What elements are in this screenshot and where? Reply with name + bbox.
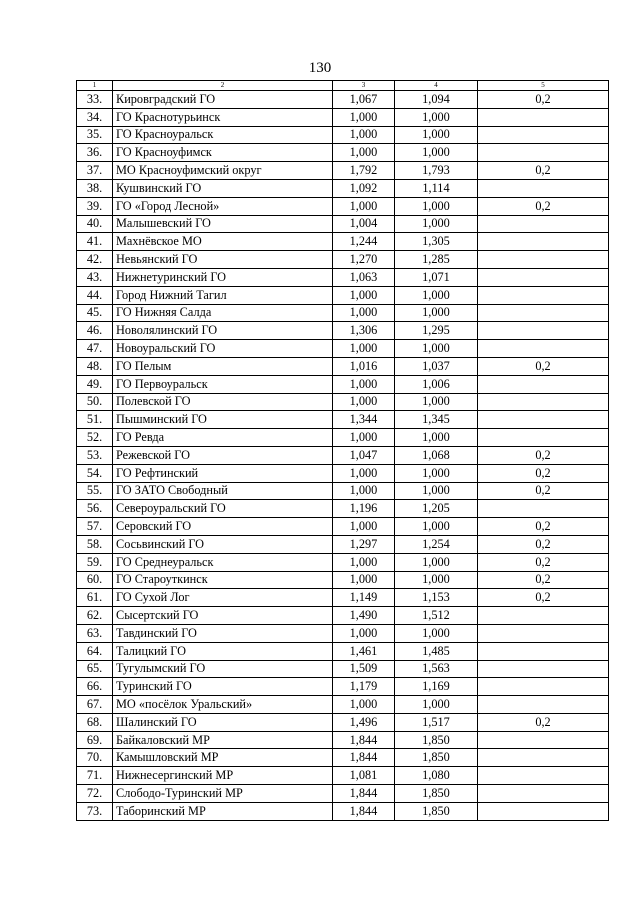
row-number: 65. [77,660,113,678]
row-number: 47. [77,340,113,358]
table-row [77,660,609,678]
coefficient-col3: 1,344 [333,411,395,429]
data-table [76,80,609,821]
row-number: 52. [77,429,113,447]
coefficient-col4: 1,000 [395,464,478,482]
value-col5 [478,393,609,411]
coefficient-col3: 1,000 [333,144,395,162]
coefficient-col4: 1,000 [395,126,478,144]
municipality-name: Тугулымский ГО [113,660,333,678]
table-row [77,785,609,803]
row-number: 55. [77,482,113,500]
table-row [77,624,609,642]
coefficient-col3: 1,461 [333,642,395,660]
coefficient-col3: 1,196 [333,500,395,518]
coefficient-col4: 1,000 [395,215,478,233]
municipality-name: Шалинский ГО [113,713,333,731]
table-row [77,571,609,589]
coefficient-col3: 1,306 [333,322,395,340]
row-number: 70. [77,749,113,767]
row-number: 71. [77,767,113,785]
municipality-name: Североуральский ГО [113,500,333,518]
value-col5 [478,607,609,625]
column-header-3: 3 [333,81,395,91]
coefficient-col3: 1,000 [333,304,395,322]
table-row [77,322,609,340]
coefficient-col3: 1,000 [333,197,395,215]
coefficient-col4: 1,793 [395,162,478,180]
value-col5: 0,2 [478,535,609,553]
municipality-name: Невьянский ГО [113,251,333,269]
row-number: 60. [77,571,113,589]
table-row [77,642,609,660]
coefficient-col4: 1,305 [395,233,478,251]
coefficient-col4: 1,068 [395,446,478,464]
value-col5 [478,322,609,340]
coefficient-col4: 1,345 [395,411,478,429]
value-col5 [478,802,609,820]
row-number: 41. [77,233,113,251]
coefficient-col3: 1,179 [333,678,395,696]
coefficient-col4: 1,094 [395,91,478,109]
municipality-name: ГО Пелым [113,357,333,375]
column-number-row [77,81,609,91]
coefficient-col3: 1,004 [333,215,395,233]
value-col5 [478,126,609,144]
row-number: 73. [77,802,113,820]
coefficient-col4: 1,000 [395,197,478,215]
municipality-name: МО «посёлок Уральский» [113,696,333,714]
coefficient-col3: 1,000 [333,518,395,536]
municipality-name: ГО Староуткинск [113,571,333,589]
row-number: 36. [77,144,113,162]
row-number: 64. [77,642,113,660]
row-number: 50. [77,393,113,411]
table-row [77,340,609,358]
municipality-name: Кировградский ГО [113,91,333,109]
row-number: 56. [77,500,113,518]
municipality-name: ГО Среднеуральск [113,553,333,571]
table-row [77,482,609,500]
coefficient-col3: 1,509 [333,660,395,678]
table-row [77,429,609,447]
value-col5 [478,411,609,429]
coefficient-col3: 1,000 [333,108,395,126]
table-row [77,286,609,304]
value-col5: 0,2 [478,162,609,180]
column-header-1: 1 [77,81,113,91]
table-row [77,767,609,785]
municipality-name: ГО Краснотурьинск [113,108,333,126]
municipality-name: Талицкий ГО [113,642,333,660]
municipality-name: Нижнетуринский ГО [113,268,333,286]
coefficient-col4: 1,850 [395,785,478,803]
coefficient-col3: 1,092 [333,179,395,197]
table-row [77,91,609,109]
row-number: 43. [77,268,113,286]
coefficient-col3: 1,844 [333,802,395,820]
row-number: 39. [77,197,113,215]
coefficient-col3: 1,000 [333,286,395,304]
coefficient-col3: 1,270 [333,251,395,269]
row-number: 63. [77,624,113,642]
municipality-name: Нижнесергинский МР [113,767,333,785]
municipality-name: Тавдинский ГО [113,624,333,642]
row-number: 44. [77,286,113,304]
municipality-name: Байкаловский МР [113,731,333,749]
row-number: 62. [77,607,113,625]
coefficient-col4: 1,000 [395,429,478,447]
municipality-name: ГО «Город Лесной» [113,197,333,215]
municipality-name: Кушвинский ГО [113,179,333,197]
coefficient-col4: 1,071 [395,268,478,286]
row-number: 54. [77,464,113,482]
table-row [77,162,609,180]
coefficient-col3: 1,000 [333,126,395,144]
row-number: 69. [77,731,113,749]
value-col5 [478,340,609,358]
row-number: 35. [77,126,113,144]
value-col5: 0,2 [478,589,609,607]
table-row [77,411,609,429]
value-col5: 0,2 [478,482,609,500]
value-col5 [478,215,609,233]
table-row [77,108,609,126]
value-col5: 0,2 [478,518,609,536]
coefficient-col4: 1,285 [395,251,478,269]
municipality-name: ГО Первоуральск [113,375,333,393]
coefficient-col3: 1,000 [333,429,395,447]
coefficient-col3: 1,063 [333,268,395,286]
value-col5: 0,2 [478,357,609,375]
row-number: 40. [77,215,113,233]
table-row [77,464,609,482]
municipality-name: Туринский ГО [113,678,333,696]
table-row [77,535,609,553]
value-col5: 0,2 [478,571,609,589]
value-col5 [478,678,609,696]
value-col5 [478,108,609,126]
table-row [77,393,609,411]
value-col5 [478,767,609,785]
coefficient-col3: 1,792 [333,162,395,180]
value-col5 [478,304,609,322]
value-col5 [478,731,609,749]
municipality-name: ГО Красноуфимск [113,144,333,162]
table-row [77,251,609,269]
table-row [77,696,609,714]
coefficient-col4: 1,000 [395,108,478,126]
coefficient-col3: 1,496 [333,713,395,731]
coefficient-col4: 1,205 [395,500,478,518]
row-number: 67. [77,696,113,714]
coefficient-col4: 1,485 [395,642,478,660]
coefficient-col4: 1,000 [395,304,478,322]
row-number: 46. [77,322,113,340]
table-row [77,553,609,571]
value-col5: 0,2 [478,713,609,731]
coefficient-col3: 1,067 [333,91,395,109]
value-col5 [478,251,609,269]
row-number: 57. [77,518,113,536]
coefficient-col4: 1,000 [395,553,478,571]
table-row [77,713,609,731]
coefficient-col3: 1,844 [333,749,395,767]
municipality-name: Пышминский ГО [113,411,333,429]
coefficient-col3: 1,490 [333,607,395,625]
coefficient-col4: 1,517 [395,713,478,731]
table-row [77,589,609,607]
table-row [77,500,609,518]
municipality-name: Серовский ГО [113,518,333,536]
municipality-name: Малышевский ГО [113,215,333,233]
table-row [77,197,609,215]
coefficient-col4: 1,563 [395,660,478,678]
table-row [77,678,609,696]
municipality-name: Полевской ГО [113,393,333,411]
municipality-name: Город Нижний Тагил [113,286,333,304]
row-number: 34. [77,108,113,126]
value-col5 [478,785,609,803]
table-row [77,731,609,749]
municipality-name: ГО Сухой Лог [113,589,333,607]
municipality-name: ГО Нижняя Салда [113,304,333,322]
column-header-5: 5 [478,81,609,91]
row-number: 48. [77,357,113,375]
row-number: 58. [77,535,113,553]
value-col5 [478,144,609,162]
coefficient-col3: 1,047 [333,446,395,464]
coefficient-col3: 1,016 [333,357,395,375]
coefficient-col4: 1,000 [395,624,478,642]
value-col5 [478,500,609,518]
municipality-name: Новоуральский ГО [113,340,333,358]
coefficient-col4: 1,850 [395,802,478,820]
table-row [77,179,609,197]
coefficient-col3: 1,000 [333,624,395,642]
value-col5: 0,2 [478,197,609,215]
coefficient-col3: 1,149 [333,589,395,607]
coefficient-col4: 1,000 [395,518,478,536]
table-row [77,144,609,162]
table-row [77,357,609,375]
coefficient-col4: 1,006 [395,375,478,393]
value-col5: 0,2 [478,91,609,109]
coefficient-col3: 1,844 [333,731,395,749]
coefficient-col4: 1,169 [395,678,478,696]
row-number: 38. [77,179,113,197]
coefficient-col4: 1,080 [395,767,478,785]
value-col5 [478,660,609,678]
column-header-4: 4 [395,81,478,91]
row-number: 37. [77,162,113,180]
coefficient-col4: 1,000 [395,340,478,358]
column-header-2: 2 [113,81,333,91]
coefficient-col4: 1,153 [395,589,478,607]
table-row [77,268,609,286]
table-body [77,91,609,821]
municipality-name: Сысертский ГО [113,607,333,625]
value-col5 [478,429,609,447]
value-col5 [478,179,609,197]
row-number: 42. [77,251,113,269]
coefficient-col4: 1,000 [395,571,478,589]
municipality-name: ГО ЗАТО Свободный [113,482,333,500]
coefficient-col4: 1,000 [395,286,478,304]
coefficient-col4: 1,850 [395,731,478,749]
value-col5 [478,696,609,714]
row-number: 66. [77,678,113,696]
coefficient-col3: 1,000 [333,340,395,358]
municipality-name: Махнёвское МО [113,233,333,251]
row-number: 51. [77,411,113,429]
value-col5: 0,2 [478,446,609,464]
table-row [77,802,609,820]
coefficient-col3: 1,000 [333,553,395,571]
table-row [77,233,609,251]
table-row [77,749,609,767]
coefficient-col4: 1,254 [395,535,478,553]
value-col5: 0,2 [478,553,609,571]
coefficient-col4: 1,000 [395,393,478,411]
municipality-name: МО Красноуфимский округ [113,162,333,180]
row-number: 72. [77,785,113,803]
row-number: 33. [77,91,113,109]
value-col5 [478,286,609,304]
coefficient-col4: 1,000 [395,482,478,500]
table-row [77,446,609,464]
row-number: 61. [77,589,113,607]
table-row [77,518,609,536]
row-number: 59. [77,553,113,571]
municipality-name: Новолялинский ГО [113,322,333,340]
table-row [77,126,609,144]
table-row [77,607,609,625]
coefficient-col4: 1,114 [395,179,478,197]
municipality-name: ГО Красноуральск [113,126,333,144]
row-number: 53. [77,446,113,464]
coefficient-col4: 1,000 [395,144,478,162]
value-col5 [478,749,609,767]
coefficient-col3: 1,000 [333,393,395,411]
municipality-name: Сосьвинский ГО [113,535,333,553]
value-col5 [478,642,609,660]
coefficient-col3: 1,081 [333,767,395,785]
coefficient-col3: 1,000 [333,571,395,589]
municipality-name: Таборинский МР [113,802,333,820]
value-col5 [478,624,609,642]
row-number: 68. [77,713,113,731]
coefficient-col3: 1,297 [333,535,395,553]
municipality-name: Слободо-Туринский МР [113,785,333,803]
coefficient-col3: 1,000 [333,482,395,500]
municipality-name: Режевской ГО [113,446,333,464]
row-number: 45. [77,304,113,322]
coefficient-col4: 1,295 [395,322,478,340]
value-col5 [478,375,609,393]
municipality-name: ГО Ревда [113,429,333,447]
page-number: 130 [308,60,332,76]
value-col5 [478,268,609,286]
coefficient-col3: 1,000 [333,375,395,393]
coefficient-col4: 1,850 [395,749,478,767]
municipality-name: ГО Рефтинский [113,464,333,482]
coefficient-col3: 1,000 [333,464,395,482]
table-row [77,215,609,233]
coefficient-col4: 1,000 [395,696,478,714]
coefficient-col3: 1,244 [333,233,395,251]
value-col5 [478,233,609,251]
table-row [77,375,609,393]
row-number: 49. [77,375,113,393]
coefficient-col3: 1,844 [333,785,395,803]
table-row [77,304,609,322]
coefficient-col4: 1,512 [395,607,478,625]
coefficient-col3: 1,000 [333,696,395,714]
municipality-name: Камышловский МР [113,749,333,767]
value-col5: 0,2 [478,464,609,482]
coefficient-col4: 1,037 [395,357,478,375]
